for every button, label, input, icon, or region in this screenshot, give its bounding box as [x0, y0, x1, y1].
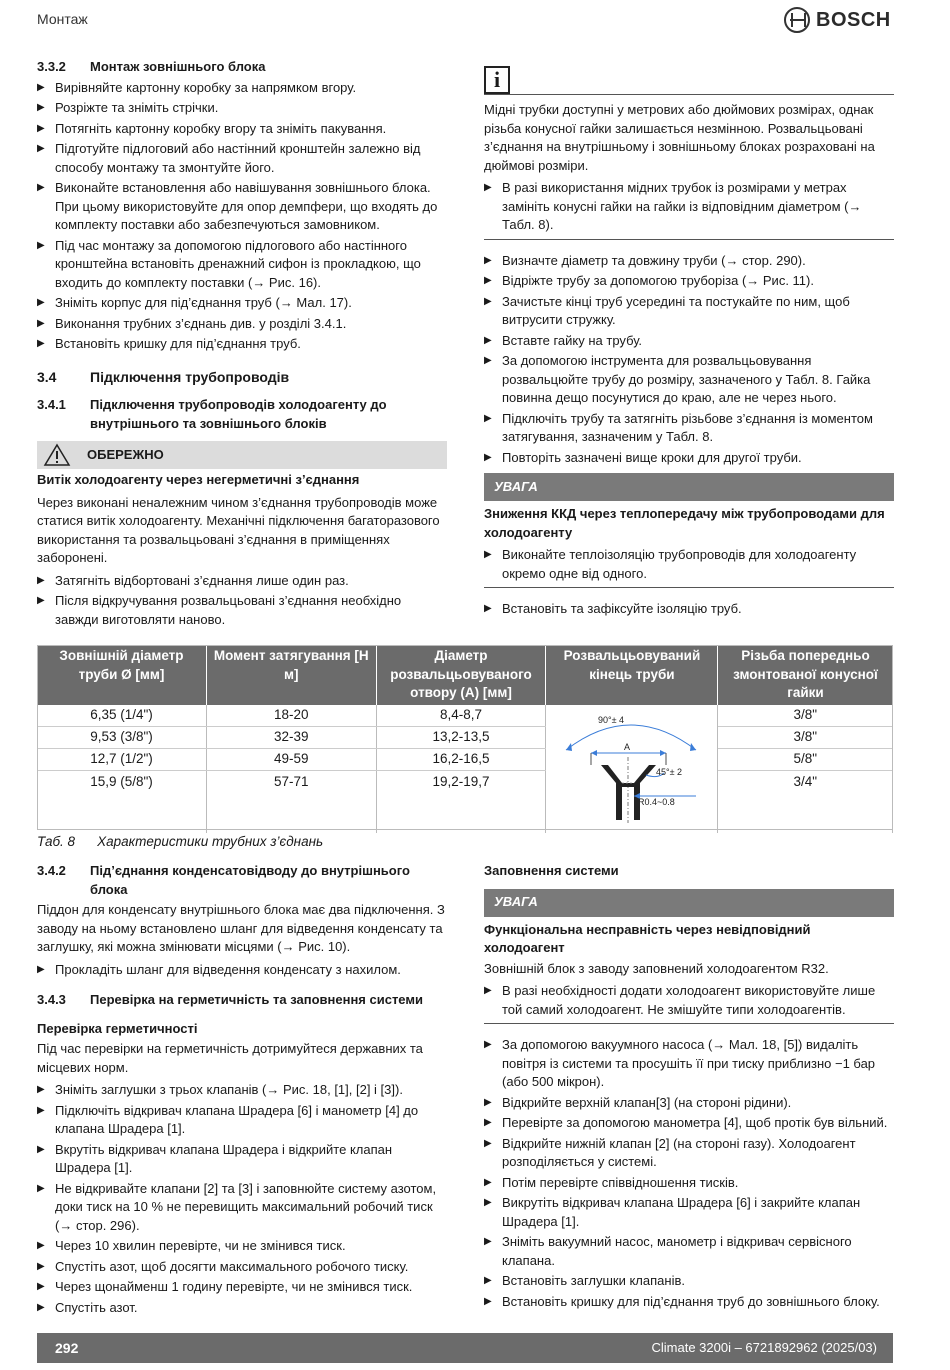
table-cell: 3/8" — [718, 705, 893, 727]
table-caption — [37, 833, 345, 852]
list-item: ▶ Виконайте теплоізоляцію трубопроводів для холодоагенту окремо одне від одного. — [484, 546, 894, 583]
notice-bar: УВАГА — [484, 889, 894, 917]
list-item: ▶ Зніміть заглушки з трьох клапанів (→ Рис. 18, [1], [2] і [3]). — [37, 1081, 447, 1100]
table-header: Зовнішній діаметр труби Ø [мм] — [37, 645, 206, 705]
info-box — [484, 66, 894, 95]
list-item: ▶ Під час монтажу за допомогою підлогового або настінного кронштейна встановіть дренажний сифон із прокладкою, що входить до комплекту поставки (→ Рис. 16). — [37, 237, 447, 293]
list-item: ▶ Встановіть кришку для під’єднання труб до зовнішнього блоку. — [484, 1293, 894, 1312]
list-item: ▶ Підключіть відкривач клапана Шрадера [6] і манометр [4] до клапана Шрадера [1]. — [37, 1102, 447, 1139]
caption-number: Таб. 8 — [37, 834, 76, 849]
pipe-connection-table — [37, 645, 893, 833]
list-item: ▶ Встановіть кришку для під’єднання труб. — [37, 335, 447, 354]
list-item: ▶ Відріжте трубу за допомогою труборіза (→ Рис. 11). — [484, 272, 894, 291]
notice-list — [484, 982, 894, 1019]
angle-top-label: 90°± 4 — [598, 714, 625, 725]
table-header: Момент затягування [Н м] — [206, 645, 376, 705]
list-item: ▶ Встановіть заглушки клапанів. — [484, 1272, 894, 1291]
section-3-4-3-heading: 3.4.3 Перевірка на герметичність та заповнення системи — [37, 992, 423, 1007]
section-3-4-2-heading: 3.4.2 Під’єднання конденсатовідводу до внутрішнього блока — [37, 863, 410, 897]
list-item: ▶ Перевірте за допомогою манометра [4], щоб протік був вільний. — [484, 1114, 894, 1133]
list-item: ▶ Потягніть картонну коробку вгору та зніміть пакування. — [37, 120, 447, 139]
warning-bar — [37, 441, 447, 469]
list-item: ▶ Вирівняйте картонну коробку за напрямком вгору. — [37, 79, 447, 98]
list-item: ▶ Зачистьте кінці труб усередині та постукайте по ним, щоб витрусити стружку. — [484, 293, 894, 330]
page-footer — [37, 1333, 893, 1363]
list-item: ▶ Зніміть вакуумний насос, манометр і відкривач сервісного клапана. — [484, 1233, 894, 1270]
list-item: ▶ Через 10 хвилин перевірте, чи не змінився тиск. — [37, 1237, 447, 1256]
table-spacer-row — [37, 793, 893, 833]
header-section-title: Монтаж — [37, 11, 88, 27]
table-cell: 8,4-8,7 — [376, 705, 546, 727]
right-column-top — [484, 66, 894, 621]
list-item: ▶ Встановіть та зафіксуйте ізоляцію труб. — [484, 600, 894, 619]
brand-name: BOSCH — [816, 8, 891, 31]
page-number: 292 — [55, 1339, 79, 1356]
table-cell: 3/8" — [718, 727, 893, 749]
table-cell: 6,35 (1/4") — [37, 705, 206, 727]
notice-title: Зниження ККД через теплопередачу між трубопроводами для холодоагенту — [484, 506, 885, 540]
table-row — [37, 727, 893, 749]
list-item: ▶ Спустіть азот. — [37, 1299, 447, 1318]
table-cell: 49-59 — [206, 749, 376, 771]
flare-end-drawing — [546, 705, 717, 825]
warning-triangle-icon — [43, 443, 71, 467]
section-3-4-1-heading: 3.4.1 Підключення трубопроводів холодоагенту до внутрішнього та зовнішнього блоків — [37, 397, 387, 431]
table-cell: 5/8" — [718, 749, 893, 771]
list-item: ▶ Після відкручування розвальцьовані з’єднання необхідно завжди виготовляти наново. — [37, 592, 447, 629]
notice-bar: УВАГА — [484, 473, 894, 501]
list-item: ▶ В разі використання мідних трубок із розмірами у метрах замініть конусні гайки на гайки із відповідним діаметром (→ Табл. 8). — [484, 179, 894, 235]
section-3-3-2-list — [37, 79, 447, 354]
info-text: Мідні трубки доступні у метрових або дюймових розмірах, однак різьба конусної гайки залишається незмінною. Розвальцьовані з’єднання на внутрішньому і зовнішньому блоках розраховані на дюймові розміри. — [484, 102, 875, 173]
table-row — [37, 749, 893, 771]
table-header: Розвальцьовуваний кінець труби — [546, 645, 718, 705]
warning-list — [37, 572, 447, 630]
flare-drawing-cell — [546, 705, 718, 833]
bosch-armature-icon — [784, 7, 810, 33]
left-column-top — [37, 58, 447, 631]
insulation-list — [484, 600, 894, 619]
caption-text: Характеристики трубних з’єднань — [97, 834, 324, 849]
info-icon: i — [484, 66, 510, 94]
divider — [484, 587, 894, 588]
leak-test-text: Під час перевірки на герметичність дотримуйтеся державних та місцевих норм. — [37, 1041, 423, 1075]
list-item: ▶ За допомогою інструмента для розвальцьовування розвальцюйте трубу до розміру, зазначеного у Табл. 8. Гайка повинна дещо посунутися до краю, але не через нього. — [484, 352, 894, 408]
notice-text: Зовнішній блок з заводу заповнений холодоагентом R32. — [484, 960, 829, 976]
section-3-4-2-list — [37, 961, 447, 980]
notice-list — [484, 546, 894, 583]
table-cell: 9,53 (3/8") — [37, 727, 206, 749]
table-cell: 12,7 (1/2") — [37, 749, 206, 771]
filling-steps-list — [484, 1036, 894, 1311]
filling-heading: Заповнення системи — [484, 863, 619, 878]
info-list — [484, 179, 894, 235]
leak-test-list — [37, 1081, 447, 1317]
document-id: Climate 3200i – 6721892962 (2025/03) — [651, 1339, 877, 1355]
list-item: ▶ Затягніть відбортовані з’єднання лише один раз. — [37, 572, 447, 591]
section-3-3-2-heading: 3.3.2 Монтаж зовнішнього блока — [37, 59, 266, 74]
left-column-bottom — [37, 862, 447, 1319]
table-row — [37, 771, 893, 793]
table-row — [37, 705, 893, 727]
list-item: ▶ Підключіть трубу та затягніть різьбове з’єднання із моментом затягування, зазначеним у Табл. 8. — [484, 410, 894, 447]
leak-test-subheading: Перевірка герметичності — [37, 1020, 198, 1036]
brand-logo — [784, 7, 891, 33]
table-header: Діаметр розвальцьовуваного отвору (A) [мм] — [376, 645, 546, 705]
list-item: ▶ Не відкривайте клапани [2] та [3] і заповнюйте систему азотом, доки тиск на 10 % не перевищить максимальний робочий тиск (→ стор. 296). — [37, 1180, 447, 1236]
list-item: ▶ Повторіть зазначені вище кроки для другої труби. — [484, 449, 894, 468]
warning-text: Через виконані неналежним чином з’єднання трубопроводів може статися витік холодоагенту. Механічні підключення багаторазового використання та розвальцьовані з’єднання в приміщеннях заборонені. — [37, 494, 440, 565]
list-item: ▶ Викрутіть відкривач клапана Шрадера [6] і закрийте клапан Шрадера [1]. — [484, 1194, 894, 1231]
list-item: ▶ Виконайте встановлення або навішування зовнішнього блока. При цьому використовуйте для опор демпфери, що входять до комплекту поставки або забезпечуються замовником. — [37, 179, 447, 235]
dimension-a-label: A — [624, 741, 631, 752]
list-item: ▶ Визначте діаметр та довжину труби (→ стор. 290). — [484, 252, 894, 271]
warning-title: Витік холодоагенту через негерметичні з’єднання — [37, 472, 360, 487]
divider — [484, 239, 894, 240]
table-cell: 3/4" — [718, 771, 893, 793]
notice-title: Функціональна несправність через невідповідний холодоагент — [484, 921, 811, 955]
table-cell: 32-39 — [206, 727, 376, 749]
list-item: ▶ Потім перевірте співвідношення тисків. — [484, 1174, 894, 1193]
list-item: ▶ Спустіть азот, щоб досягти максимального робочого тиску. — [37, 1258, 447, 1277]
table-cell: 15,9 (5/8") — [37, 771, 206, 793]
table-header: Різьба попередньо змонтованої конусної гайки — [718, 645, 893, 705]
divider — [484, 1023, 894, 1024]
list-item: ▶ Відкрийте верхній клапан[3] (на стороні рідини). — [484, 1094, 894, 1113]
list-item: ▶ В разі необхідності додати холодоагент використовуйте лише той самий холодоагент. Не змішуйте типи холодоагентів. — [484, 982, 894, 1019]
list-item: ▶ Через щонайменш 1 годину перевірте, чи не змінився тиск. — [37, 1278, 447, 1297]
warning-label: ОБЕРЕЖНО — [87, 446, 164, 462]
list-item: ▶ Відкрийте нижній клапан [2] (на стороні газу). Холодоагент розподіляється у системі. — [484, 1135, 894, 1172]
list-item: ▶ Розріжте та зніміть стрічки. — [37, 99, 447, 118]
list-item: ▶ Вставте гайку на трубу. — [484, 332, 894, 351]
flare-steps-list — [484, 252, 894, 468]
section-3-4-heading: 3.4 Підключення трубопроводів — [37, 368, 290, 385]
list-item: ▶ Підготуйте підлоговий або настінний кронштейн залежно від способу монтажу та змонтуйте його. — [37, 140, 447, 177]
section-3-4-2-text: Піддон для конденсату внутрішнього блока має два підключення. З заводу на ньому встановлено шланг для відведення конденсату та заглушку, які можна змінювати місцями (→ Рис. 10). — [37, 902, 445, 954]
list-item: ▶ Вкрутіть відкривач клапана Шрадера і відкрийте клапан Шрадера [1]. — [37, 1141, 447, 1178]
table-cell: 57-71 — [206, 771, 376, 793]
table-cell: 13,2-13,5 — [376, 727, 546, 749]
radius-label: R0.4~0.8 — [638, 796, 676, 807]
list-item: ▶ За допомогою вакуумного насоса (→ Мал. 18, [5]) видаліть повітря із системи та просушіть її при тиску приблизно −1 бар (або 500 мікрон). — [484, 1036, 894, 1092]
angle-side-label: 45°± 2 — [656, 766, 683, 777]
table-cell: 16,2-16,5 — [376, 749, 546, 771]
table-cell: 18-20 — [206, 705, 376, 727]
list-item: ▶ Прокладіть шланг для відведення конденсату з нахилом. — [37, 961, 447, 980]
list-item: ▶ Виконання трубних з’єднань див. у розділі 3.4.1. — [37, 315, 447, 334]
table-cell: 19,2-19,7 — [376, 771, 546, 793]
list-item: ▶ Зніміть корпус для під’єднання труб (→ Мал. 17). — [37, 294, 447, 313]
right-column-bottom — [484, 862, 894, 1313]
